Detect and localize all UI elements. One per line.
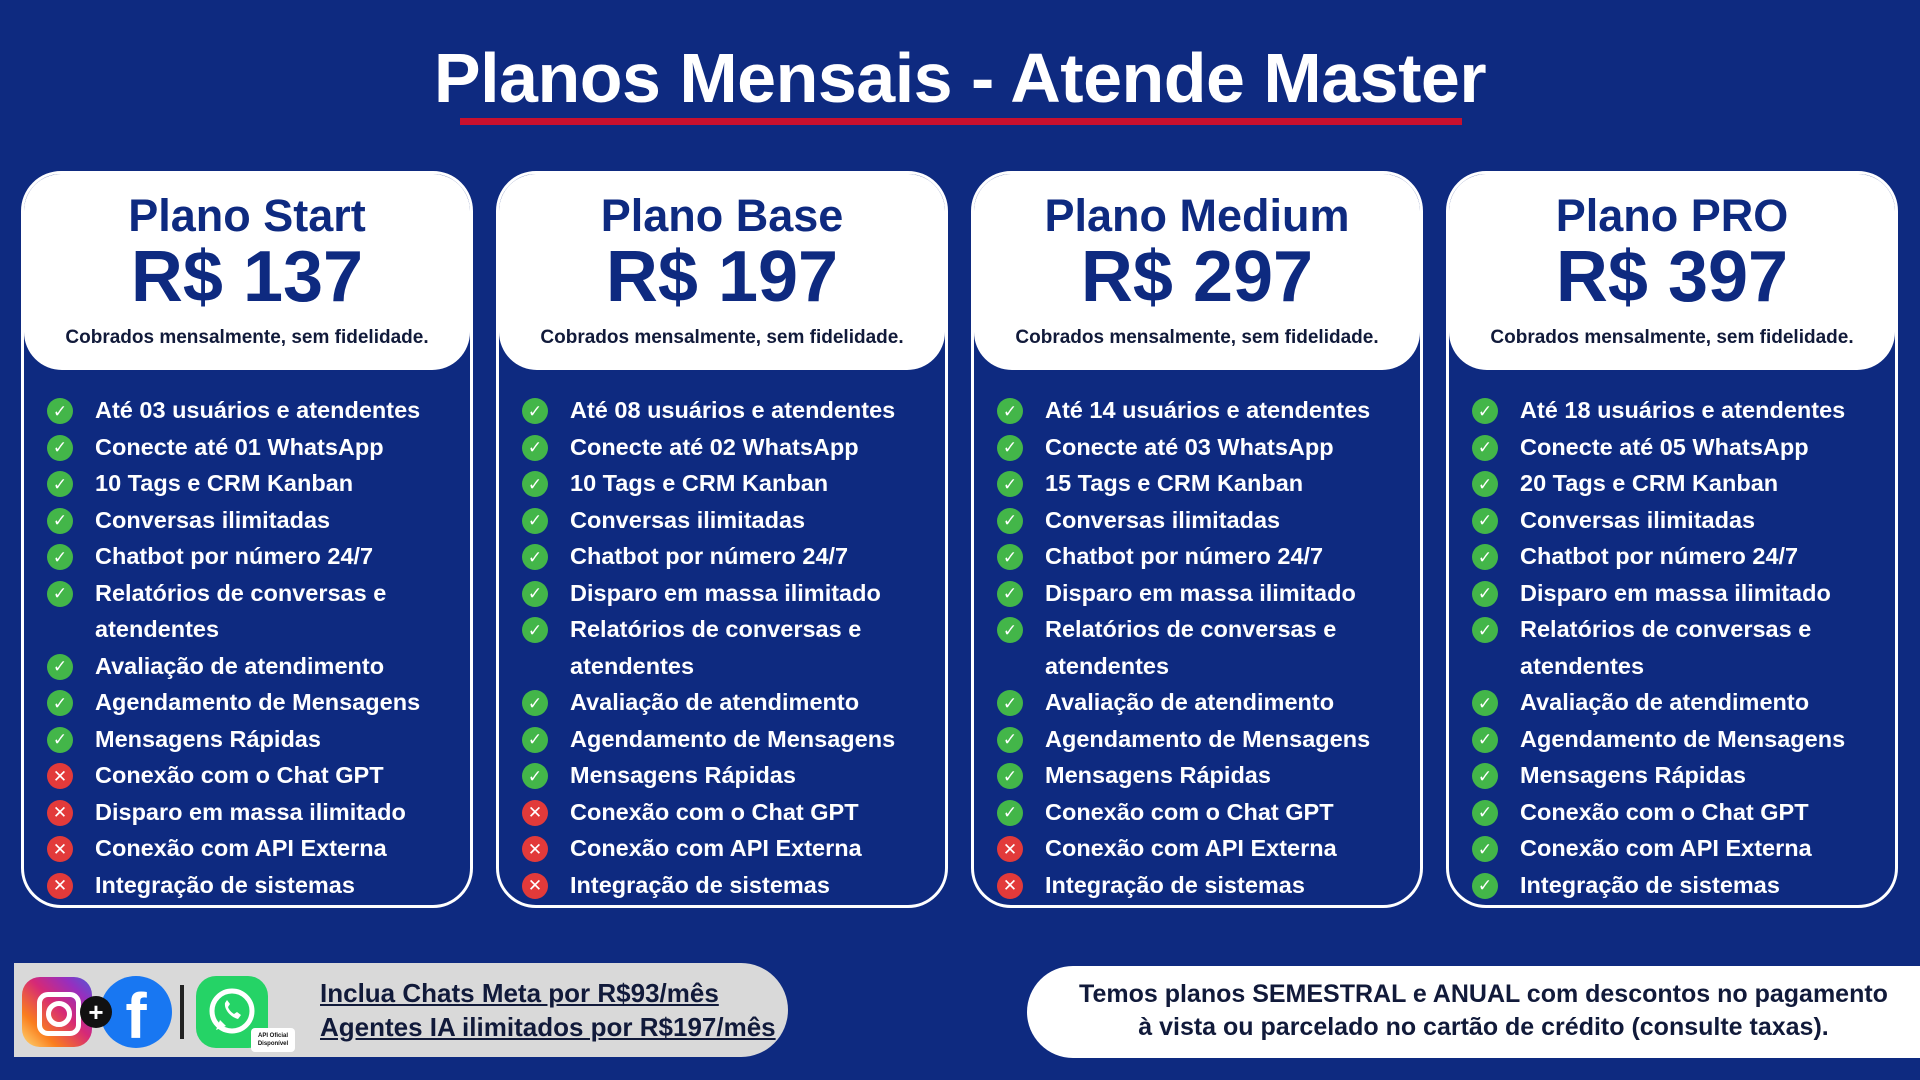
check-icon: ✓ [47,471,73,497]
check-icon: ✓ [522,763,548,789]
check-icon: ✓ [997,800,1023,826]
check-icon: ✓ [522,690,548,716]
feature-label: Relatórios de conversas e atendentes [570,616,862,679]
feature-label: Até 08 usuários e atendentes [570,397,896,423]
check-icon: ✓ [997,727,1023,753]
feature-label: Conecte até 05 WhatsApp [1520,433,1809,460]
check-icon: ✓ [522,508,548,534]
feature-label: Integração de sistemas [1045,871,1305,898]
feature-item [47,684,470,721]
feature-label: Integração de sistemas [570,871,830,898]
feature-label: Conecte até 03 WhatsApp [1045,433,1334,460]
feature-label: 20 Tags e CRM Kanban [1520,470,1779,496]
check-icon: ✓ [47,727,73,753]
feature-label: Mensagens Rápidas [570,762,796,788]
check-icon: ✓ [997,690,1023,716]
feature-item [47,867,470,904]
check-icon: ✓ [1472,471,1498,497]
check-icon: ✓ [47,435,73,461]
feature-label: 10 Tags e CRM Kanban [95,470,354,496]
plan-billing-note: Cobrados mensalmente, sem fidelidade. [65,327,429,349]
plan-name: Plano Start [128,190,366,241]
check-icon: ✓ [1472,800,1498,826]
feature-item [47,465,470,502]
check-icon: ✓ [522,435,548,461]
check-icon: ✓ [522,398,548,424]
check-icon: ✓ [47,690,73,716]
plan-card-base [496,171,948,908]
feature-label: Mensagens Rápidas [95,725,321,752]
feature-item [1472,830,1895,867]
feature-item [47,648,470,685]
plan-name: Plano Base [600,190,844,241]
feature-label: Relatórios de conversas e atendentes [95,579,387,642]
feature-list [499,370,945,903]
feature-label: Conexão com o Chat GPT [570,798,859,825]
cross-icon: ✕ [522,836,548,862]
check-icon: ✓ [1472,435,1498,461]
feature-label: Até 14 usuários e atendentes [1045,397,1371,423]
feature-item [47,538,470,575]
feature-item [1472,721,1895,758]
payment-info-line2: à vista ou parcelado no cartão de crédito (consulte taxas). [1138,1013,1829,1041]
feature-item [47,575,470,648]
feature-item [1472,575,1895,612]
feature-item [522,611,945,684]
plan-billing-note: Cobrados mensalmente, sem fidelidade. [1015,327,1379,349]
plan-billing-note: Cobrados mensalmente, sem fidelidade. [540,327,904,349]
feature-label: Conexão com o Chat GPT [1520,798,1809,825]
check-icon: ✓ [997,763,1023,789]
feature-item [997,502,1420,539]
check-icon: ✓ [1472,727,1498,753]
plan-header [24,174,470,370]
check-icon: ✓ [1472,581,1498,607]
check-icon: ✓ [1472,544,1498,570]
feature-label: Avaliação de atendimento [1045,689,1335,715]
feature-item [997,575,1420,612]
feature-label: 15 Tags e CRM Kanban [1045,470,1304,496]
feature-list [974,370,1420,903]
api-official-badge: API Oficial Disponível [251,1028,295,1052]
cross-icon: ✕ [522,873,548,899]
feature-label: Até 03 usuários e atendentes [95,397,421,423]
feature-label: Integração de sistemas [95,871,355,898]
feature-item [522,575,945,612]
plan-name: Plano Medium [1044,190,1350,241]
feature-item [522,465,945,502]
check-icon: ✓ [997,398,1023,424]
feature-item [1472,465,1895,502]
check-icon: ✓ [47,544,73,570]
plan-header [974,174,1420,370]
feature-item [522,757,945,794]
feature-label: Chatbot por número 24/7 [1045,543,1324,569]
feature-item [47,830,470,867]
plus-icon: + [80,996,112,1028]
check-icon: ✓ [1472,873,1498,899]
feature-item [522,830,945,867]
cross-icon: ✕ [47,836,73,862]
cross-icon: ✕ [47,800,73,826]
feature-item [997,392,1420,429]
feature-list [24,370,470,903]
addon-ai-agents: Agentes IA ilimitados por R$197/mês [320,1012,776,1042]
plan-billing-note: Cobrados mensalmente, sem fidelidade. [1490,327,1854,349]
feature-label: Integração de sistemas [1520,871,1780,898]
feature-label: Disparo em massa ilimitado [1520,579,1831,606]
feature-label: Até 18 usuários e atendentes [1520,397,1846,423]
feature-label: Conexão com API Externa [1045,835,1337,861]
facebook-icon: f [100,976,172,1048]
feature-item [1472,392,1895,429]
check-icon: ✓ [47,508,73,534]
feature-item [997,429,1420,466]
cross-icon: ✕ [997,836,1023,862]
feature-label: Agendamento de Mensagens [1520,725,1846,752]
feature-item [522,867,945,904]
plan-price: R$ 297 [1080,237,1314,318]
check-icon: ✓ [997,581,1023,607]
divider [180,985,184,1039]
feature-label: Relatórios de conversas e atendentes [1520,616,1812,679]
check-icon: ✓ [997,544,1023,570]
feature-item [47,502,470,539]
check-icon: ✓ [997,435,1023,461]
feature-item [522,721,945,758]
addon-meta-chats: Inclua Chats Meta por R$93/mês [320,978,719,1008]
check-icon: ✓ [997,508,1023,534]
feature-label: Avaliação de atendimento [1520,689,1810,715]
feature-label: Chatbot por número 24/7 [95,543,374,569]
feature-item [997,721,1420,758]
feature-item [1472,794,1895,831]
feature-label: Chatbot por número 24/7 [570,543,849,569]
plan-price: R$ 397 [1555,237,1789,318]
feature-list [1449,370,1895,903]
cross-icon: ✕ [522,800,548,826]
cross-icon: ✕ [997,873,1023,899]
feature-item [997,794,1420,831]
feature-item [1472,757,1895,794]
plan-header [499,174,945,370]
feature-item [997,538,1420,575]
cross-icon: ✕ [47,873,73,899]
feature-label: Conexão com o Chat GPT [95,762,384,788]
plan-card-pro [1446,171,1898,908]
feature-label: Conversas ilimitadas [570,506,806,533]
feature-label: Avaliação de atendimento [570,689,860,715]
feature-item [522,392,945,429]
feature-label: Conecte até 01 WhatsApp [95,433,384,460]
plan-price: R$ 137 [130,237,364,318]
feature-item [1472,502,1895,539]
feature-label: Relatórios de conversas e atendentes [1045,616,1337,679]
page-title: Planos Mensais - Atende Master [433,39,1487,117]
feature-item [47,757,470,794]
feature-label: Disparo em massa ilimitado [95,798,406,825]
check-icon: ✓ [1472,508,1498,534]
feature-item [1472,867,1895,904]
title-underline [460,118,1462,125]
payment-info-banner [1027,966,1920,1058]
feature-item [47,429,470,466]
feature-item [1472,611,1895,684]
feature-item [47,794,470,831]
feature-item [997,465,1420,502]
feature-item [522,794,945,831]
plan-name: Plano PRO [1555,190,1789,241]
feature-label: Chatbot por número 24/7 [1520,543,1799,569]
feature-label: Conexão com o Chat GPT [1045,798,1334,825]
check-icon: ✓ [1472,836,1498,862]
feature-item [997,757,1420,794]
feature-item [997,867,1420,904]
feature-label: Agendamento de Mensagens [95,689,421,715]
check-icon: ✓ [997,471,1023,497]
feature-item [1472,684,1895,721]
feature-item [997,611,1420,684]
feature-item [997,830,1420,867]
feature-label: Agendamento de Mensagens [570,725,896,752]
feature-item [997,684,1420,721]
feature-label: Conexão com API Externa [570,835,862,861]
feature-item [1472,538,1895,575]
feature-item [522,429,945,466]
feature-label: Conversas ilimitadas [1045,506,1281,533]
check-icon: ✓ [1472,763,1498,789]
feature-label: Agendamento de Mensagens [1045,725,1371,752]
check-icon: ✓ [47,581,73,607]
cross-icon: ✕ [47,763,73,789]
check-icon: ✓ [522,544,548,570]
feature-item [522,502,945,539]
check-icon: ✓ [522,727,548,753]
check-icon: ✓ [522,617,548,643]
feature-label: Conversas ilimitadas [95,506,331,533]
feature-label: Disparo em massa ilimitado [1045,579,1356,606]
feature-item [1472,429,1895,466]
feature-label: Conexão com API Externa [1520,835,1812,861]
feature-label: Disparo em massa ilimitado [570,579,881,606]
check-icon: ✓ [522,471,548,497]
feature-label: Mensagens Rápidas [1520,762,1746,788]
feature-item [522,538,945,575]
feature-label: Mensagens Rápidas [1045,762,1271,788]
feature-label: 10 Tags e CRM Kanban [570,470,829,496]
feature-item [522,684,945,721]
check-icon: ✓ [47,398,73,424]
plan-header [1449,174,1895,370]
feature-item [47,721,470,758]
check-icon: ✓ [997,617,1023,643]
plan-card-medium [971,171,1423,908]
check-icon: ✓ [47,654,73,680]
feature-label: Avaliação de atendimento [95,652,385,679]
check-icon: ✓ [1472,690,1498,716]
payment-info-line1: Temos planos SEMESTRAL e ANUAL com descontos no pagamento [1079,980,1888,1008]
feature-label: Conecte até 02 WhatsApp [570,433,859,460]
plan-price: R$ 197 [605,237,839,318]
feature-item [47,392,470,429]
plan-card-start [21,171,473,908]
feature-label: Conversas ilimitadas [1520,506,1756,533]
check-icon: ✓ [1472,398,1498,424]
check-icon: ✓ [1472,617,1498,643]
check-icon: ✓ [522,581,548,607]
feature-label: Conexão com API Externa [95,835,387,861]
